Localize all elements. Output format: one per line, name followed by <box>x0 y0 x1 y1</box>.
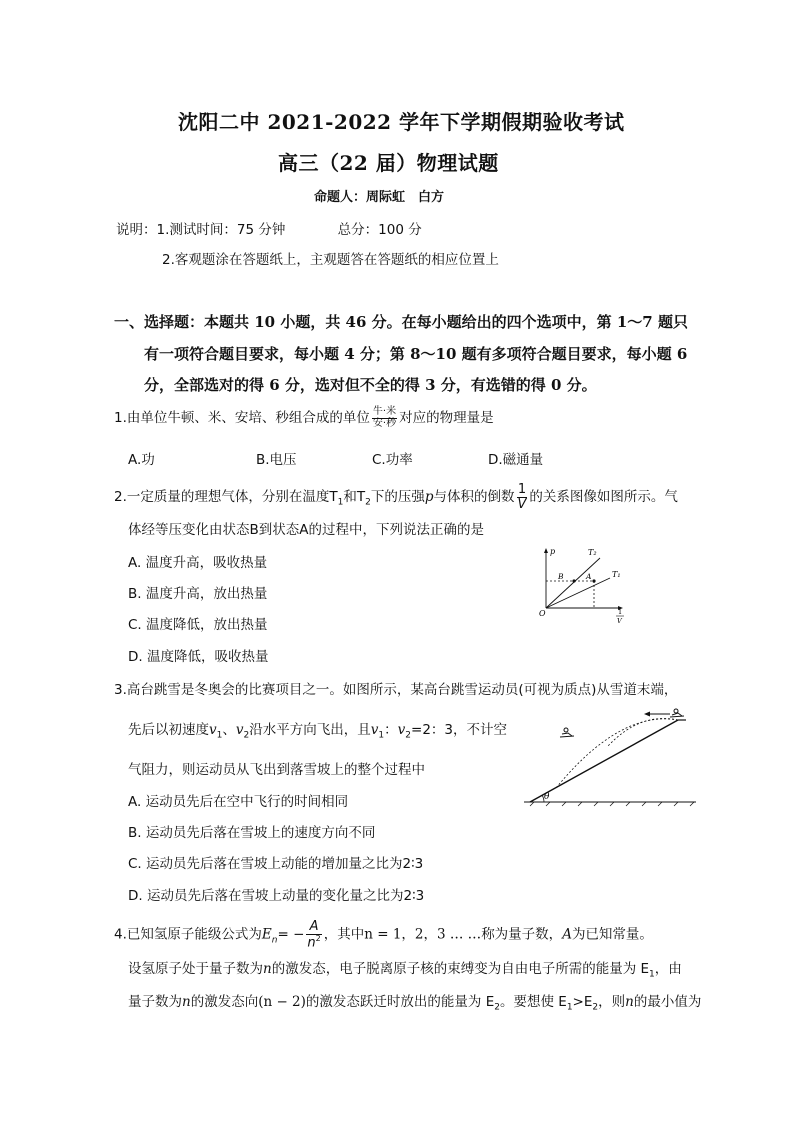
q4-frac-den: n <box>307 935 316 951</box>
q4-n-minus-2: (n − 2) <box>258 994 306 1010</box>
q4-e1-sub: 1 <box>649 969 655 980</box>
q4-e2-sub: 2 <box>494 1002 500 1013</box>
q3-option-d <box>128 884 424 904</box>
q2-option-b: B. 温度升高，放出热量 <box>128 586 268 602</box>
q2-sub1: 1 <box>337 497 344 508</box>
instructions-total: 总分：100 分 <box>337 222 422 238</box>
q3-stem-line2 <box>128 718 507 741</box>
q4-n-3: n <box>625 994 634 1010</box>
q1-stem <box>114 406 494 429</box>
q3-ratio-v1-sub: 1 <box>378 730 385 741</box>
q3-v1-sub: 1 <box>216 730 223 741</box>
q3-option-b: B. 运动员先后落在雪坡上的速度方向不同 <box>128 825 376 841</box>
q2-x-den: V <box>617 617 622 625</box>
q4-line3-b: 的激发态向 <box>190 994 259 1010</box>
q4-line3-g: 的最小值为 <box>633 994 702 1010</box>
q2-line-t2 <box>546 558 600 608</box>
q4-e2-sub-b: 2 <box>592 1002 599 1013</box>
q4-frac-num: A <box>306 920 321 935</box>
section-heading-line1: 一、选择题：本题共 10 小题，共 46 分。在每小题给出的四个选项中，第 1～7 题只 <box>114 313 688 331</box>
q4-en-sub: n <box>271 935 278 946</box>
q3-option-c-ratio: 2∶3 <box>402 856 424 872</box>
section-heading-line3: 分，全部选对的得 6 分，选对但不全的得 3 分，有选错的得 0 分。 <box>144 376 597 394</box>
q1-option-b: B.电压 <box>256 452 297 468</box>
q4-formula-fraction <box>306 920 321 949</box>
q1-option-d: D.磁通量 <box>488 452 544 468</box>
q4-n-values: n = 1，2，3 … … <box>364 926 482 943</box>
q1-option-a: A.功 <box>128 452 155 468</box>
q3-ratio-v1: v <box>370 722 379 738</box>
q2-frac-num: 1 <box>517 482 527 497</box>
q2-option-d: D. 温度降低，吸收热量 <box>128 649 269 665</box>
q4-line1-a: 4.已知氢原子能级公式为 <box>114 926 262 943</box>
q3-ratio-colon: ： <box>384 722 398 738</box>
q4-a-const: A <box>562 926 572 943</box>
instructions-line2: 2.客观题涂在答题纸上，主观题答在答题纸的相应位置上 <box>162 252 499 268</box>
q4-line1 <box>114 920 653 949</box>
q3-slope <box>530 720 678 802</box>
q4-line1-d: 为已知常量。 <box>571 926 653 943</box>
q4-frac-den-wrap <box>306 935 321 949</box>
q3-stem-line3: 气阻力，则运动员从飞出到落雪坡上的整个过程中 <box>128 762 425 778</box>
q3-v1: v <box>209 722 217 738</box>
instructions-line1 <box>116 218 422 238</box>
q4-line2-b: 的激发态，电子脱离原子核的束缚变为自由电子所需的能量为 E <box>271 961 650 977</box>
q2-x-num: 1 <box>618 608 623 616</box>
q1-stem-before: 1.由单位牛顿、米、安培、秒组合成的单位 <box>114 410 370 426</box>
q2-point-a <box>592 579 595 582</box>
q4-frac-den-sup: 2 <box>315 934 321 943</box>
q2-stem-a: 2.一定质量的理想气体，分别在温度T <box>114 489 338 505</box>
q3-sep: 、 <box>222 722 236 738</box>
q1-frac-num: 牛·米 <box>372 406 397 417</box>
q4-line2 <box>128 957 682 980</box>
q4-formula-eq: = − <box>277 926 305 943</box>
q4-line1-b: ，其中 <box>323 926 365 943</box>
q3-eq: = <box>411 722 423 738</box>
q2-label-t1: T₁ <box>612 570 621 579</box>
q2-label-t2: T₂ <box>588 548 597 557</box>
q4-n-2: n <box>182 994 191 1010</box>
q4-line3 <box>128 990 701 1013</box>
q3-v2: v <box>235 722 244 738</box>
q4-line3-f: ，则 <box>598 994 626 1010</box>
q2-stem-e: 的关系图像如图所示。气 <box>529 489 678 505</box>
q2-option-a: A. 温度升高，吸收热量 <box>128 555 268 571</box>
q3-option-d-text: D. 运动员先后落在雪坡上动量的变化量之比为 <box>128 888 404 904</box>
exam-title: 沈阳二中 2021-2022 学年下学期假期验收考试 <box>178 110 625 134</box>
q3-ground-hatch <box>530 802 694 806</box>
q3-velocity-arrowhead <box>644 712 650 717</box>
q2-label-o: O <box>539 609 546 618</box>
q3-line2-b: 沿水平方向飞出，且 <box>249 722 371 738</box>
q2-stem-line1 <box>114 483 678 511</box>
q4-n-1: n <box>263 961 272 977</box>
q1-option-c: C.功率 <box>372 452 413 468</box>
q4-line3-e: >E <box>572 994 593 1010</box>
q3-v2-sub: 2 <box>243 730 250 741</box>
q4-line2-a: 设氢原子处于量子数为 <box>128 961 263 977</box>
q3-stem-line1: 3.高台跳雪是冬奥会的比赛项目之一。如图所示，某高台跳雪运动员(可视为质点)从雪道末端， <box>114 682 678 698</box>
q3-skier-top <box>670 709 684 717</box>
q2-y-arrow <box>544 548 548 553</box>
q2-label-b: B <box>558 572 564 581</box>
q2-stem-c: 下的压强 <box>370 489 425 505</box>
q4-line2-c: ，由 <box>654 961 682 977</box>
q3-ratio-v2: v <box>397 722 406 738</box>
q4-line3-d: 。要想使 E <box>499 994 567 1010</box>
section-heading-line2: 有一项符合题目要求，每小题 4 分；第 8～10 题有多项符合题目要求，每小题 6 <box>144 345 688 363</box>
q4-line1-c: 称为量子数， <box>481 926 563 943</box>
exam-subtitle: 高三（22 届）物理试题 <box>278 151 499 175</box>
q4-line3-c: 的激发态跃迁时放出的能量为 E <box>305 994 495 1010</box>
q2-stem-b: 和T <box>343 489 366 505</box>
q4-e1-sub-b: 1 <box>566 1002 573 1013</box>
q3-line2-a: 先后以初速度 <box>128 722 209 738</box>
q4-en: E <box>261 926 272 943</box>
exam-authors: 命题人：周际虹 白方 <box>314 190 445 205</box>
q2-point-b <box>572 579 575 582</box>
q2-inverse-volume <box>517 483 528 511</box>
q3-option-c <box>128 852 423 872</box>
q2-pv-graph <box>536 544 636 626</box>
q3-theta-label: θ <box>544 792 550 802</box>
q4-line3-a: 量子数为 <box>128 994 182 1010</box>
q3-option-d-ratio: 2∶3 <box>403 888 425 904</box>
instructions-time: 说明：1.测试时间：75 分钟 <box>116 222 286 238</box>
q2-label-a: A <box>586 572 592 581</box>
q1-unit-fraction <box>372 407 397 429</box>
q2-option-c: C. 温度降低，放出热量 <box>128 617 268 633</box>
q3-line2-c: 2：3，不计空 <box>422 722 507 738</box>
q1-frac-den: 安·秒 <box>372 418 397 429</box>
q2-label-p: p <box>550 547 556 556</box>
q3-skier-mid <box>560 728 574 737</box>
q2-line-t1 <box>546 578 610 608</box>
q3-option-a: A. 运动员先后在空中飞行的时间相同 <box>128 794 349 810</box>
q3-ski-slope-figure <box>520 700 700 810</box>
q2-stem-d: 与体积的倒数 <box>433 489 515 505</box>
q2-sub2: 2 <box>365 497 371 508</box>
q2-p: p <box>424 489 434 505</box>
q3-option-c-text: C. 运动员先后落在雪坡上动能的增加量之比为 <box>128 856 403 872</box>
q2-frac-den: V <box>517 497 527 512</box>
q1-stem-after: 对应的物理量是 <box>399 410 494 426</box>
q2-stem-line2: 体经等压变化由状态B到状态A的过程中，下列说法正确的是 <box>128 522 484 538</box>
q3-ratio-v2-sub: 2 <box>405 730 411 741</box>
